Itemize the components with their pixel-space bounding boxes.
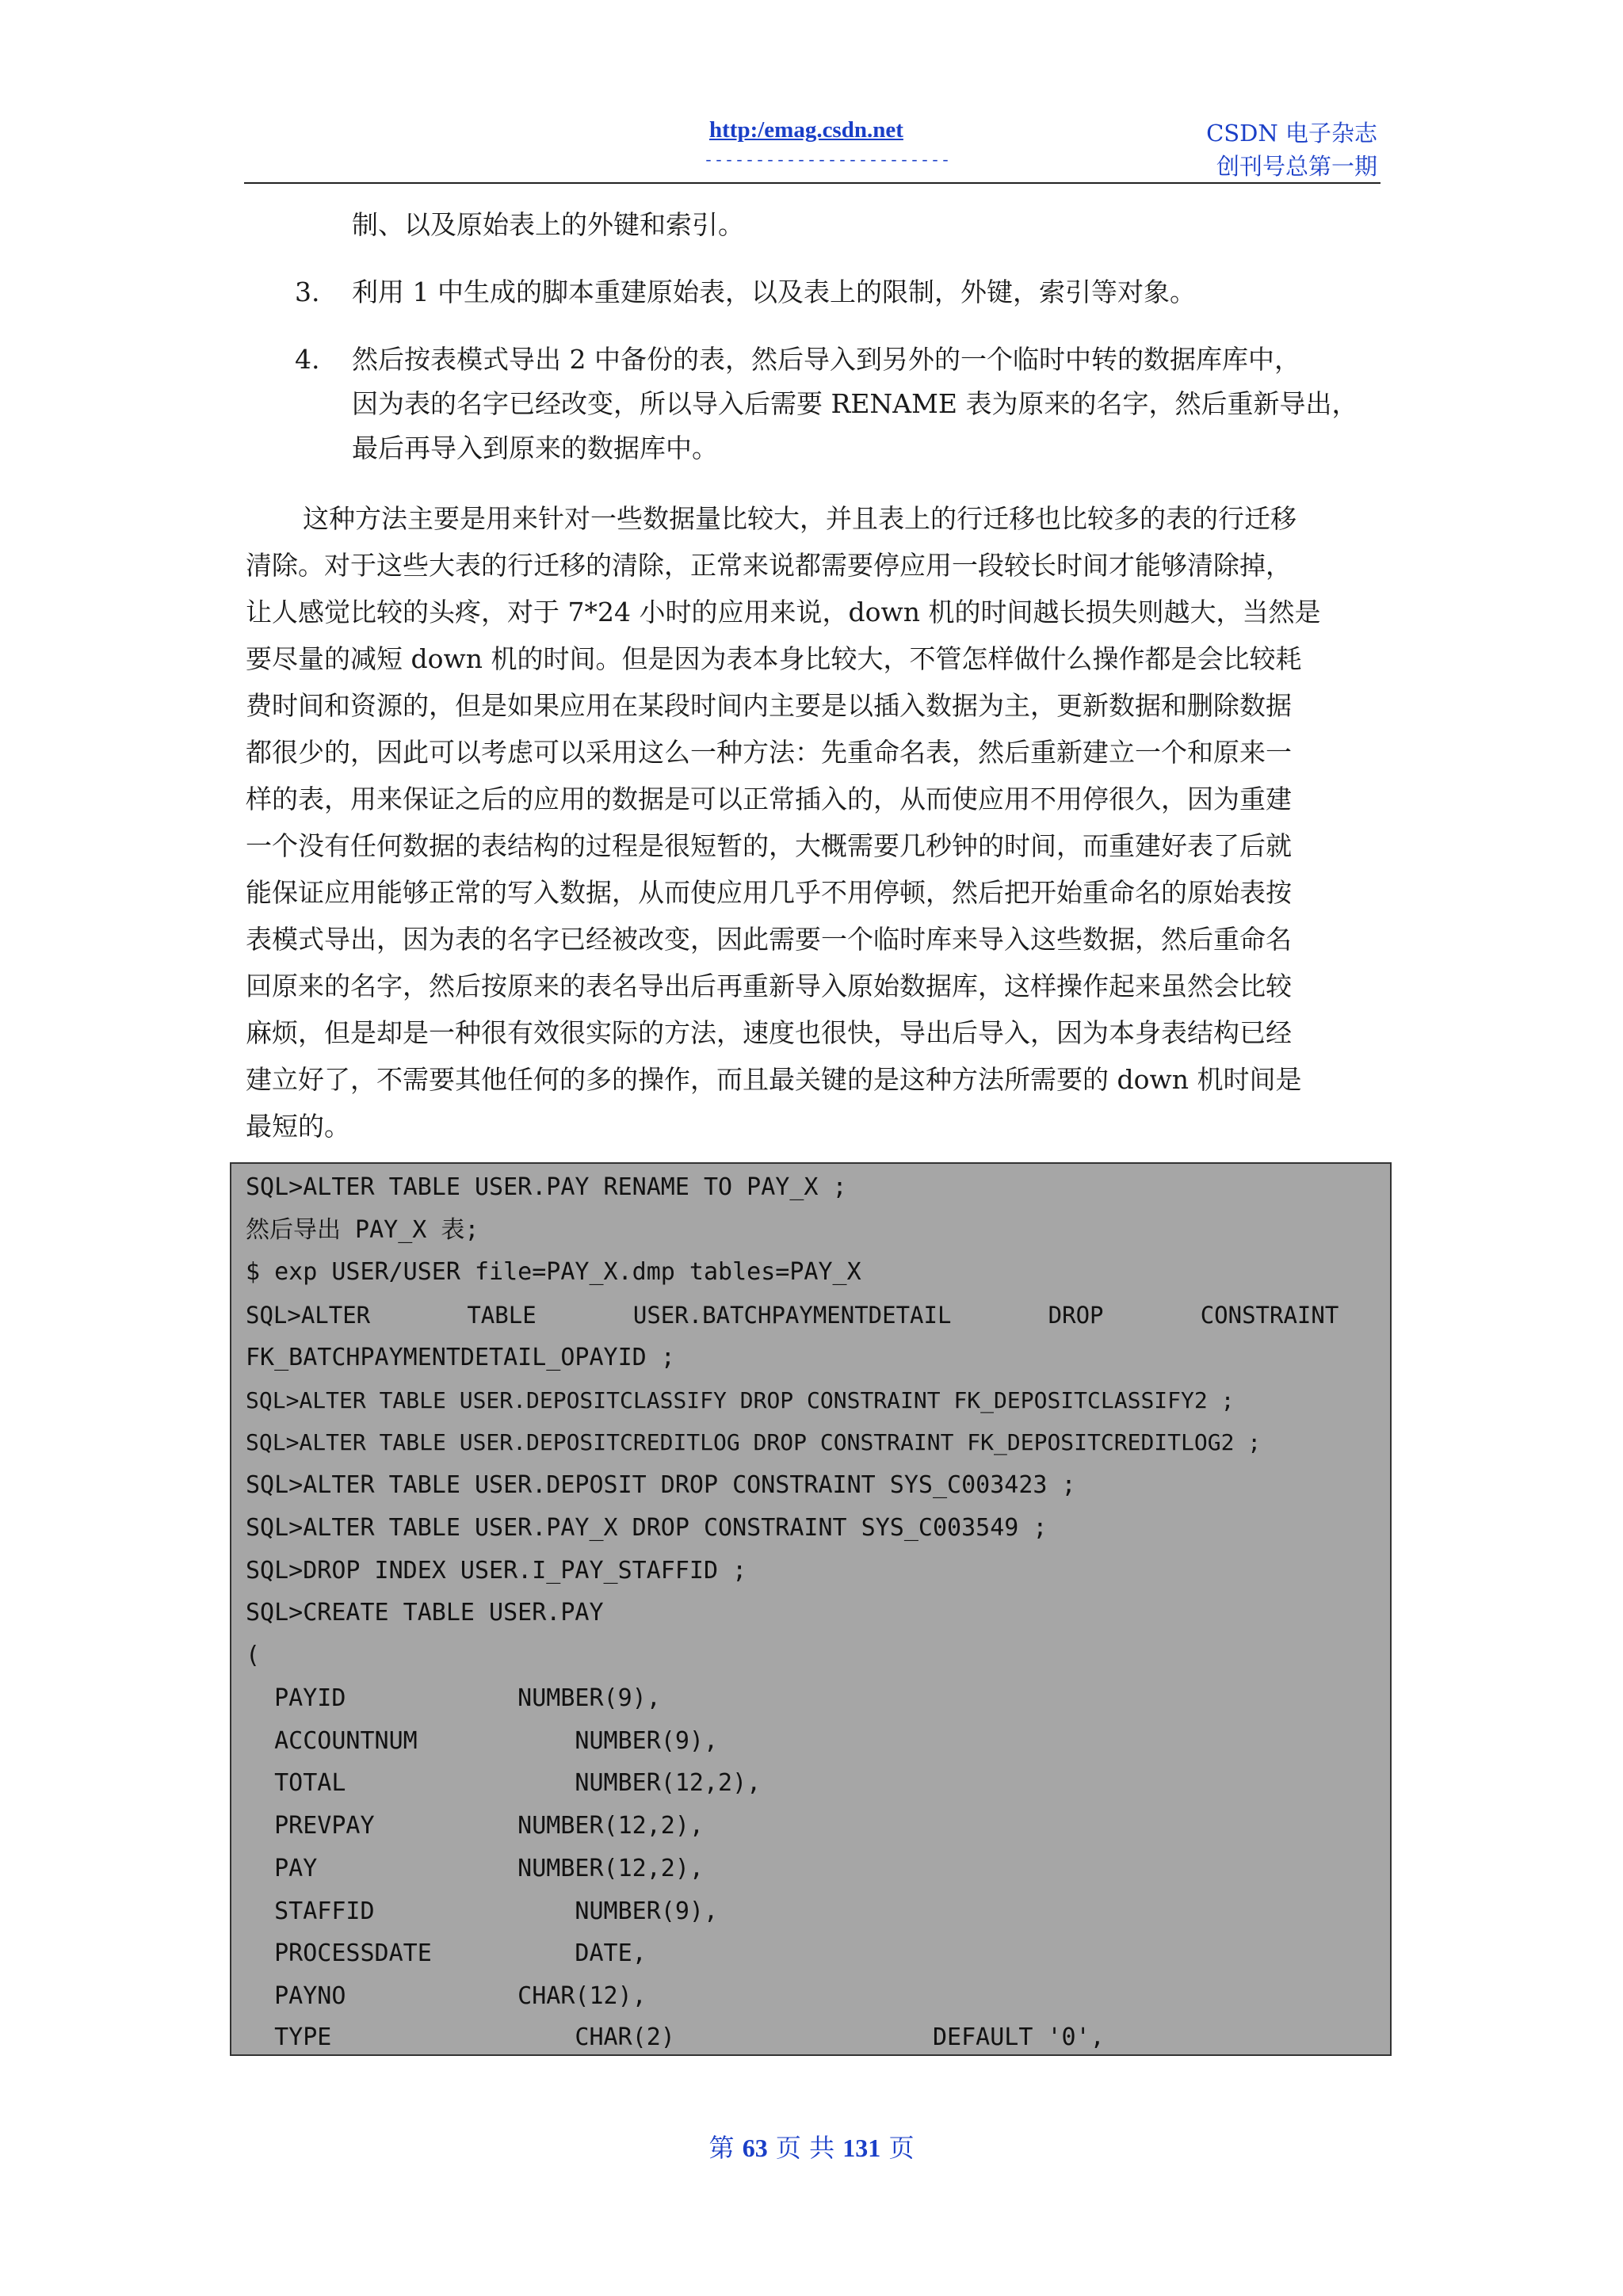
code-line: STAFFID NUMBER(9), — [246, 1897, 719, 1925]
code-line: PAYNO CHAR(12), — [246, 1982, 647, 2010]
list-item-text: 利用 1 中生成的脚本重建原始表，以及表上的限制，外键，索引等对象。 — [352, 277, 1196, 307]
list-item-text: 因为表的名字已经改变，所以导入后需要 RENAME 表为原来的名字，然后重新导出， — [352, 388, 1358, 419]
code-line: SQL>CREATE TABLE USER.PAY — [246, 1599, 604, 1627]
code-line: SQL>ALTER TABLE USER.DEPOSITCLASSIFY DROP CONSTRAINT FK_DEPOSITCLASSIFY2 ; — [246, 1387, 1235, 1413]
header-issue: 创刊号总第一期 — [1216, 153, 1377, 180]
paragraph-line: 要尽量的减短 down 机的时间。但是因为表本身比较大，不管怎样做什么操作都是会比较耗 — [246, 643, 1302, 674]
code-line: SQL>ALTER TABLE USER.BATCHPAYMENTDETAIL DROP CONSTRAINT — [246, 1302, 1339, 1329]
code-line: 然后导出 PAY_X 表; — [246, 1216, 479, 1244]
code-line: PREVPAY NUMBER(12,2), — [246, 1812, 704, 1840]
code-line: SQL>ALTER TABLE USER.PAY_X DROP CONSTRAINT SYS_C003549 ; — [246, 1514, 1048, 1542]
code-line: SQL>ALTER TABLE USER.DEPOSIT DROP CONSTRAINT SYS_C003423 ; — [246, 1471, 1076, 1499]
code-line: $ exp USER/USER file=PAY_X.dmp tables=PAY_X — [246, 1258, 861, 1286]
paragraph-line: 表模式导出，因为表的名字已经被改变，因此需要一个临时库来导入这些数据，然后重命名 — [246, 924, 1292, 955]
list-item-continuation: 制、以及原始表上的外键和索引。 — [352, 209, 744, 240]
header-rule — [244, 182, 1381, 184]
page-footer — [0, 2128, 1623, 2164]
list-item-number: 4. — [295, 344, 320, 375]
code-line: TOTAL NUMBER(12,2), — [246, 1769, 762, 1797]
paragraph-line: 回原来的名字，然后按原来的表名导出后再重新导入原始数据库，这样操作起来虽然会比较 — [246, 971, 1292, 1001]
paragraph-line: 建立好了，不需要其他任何的多的操作，而且最关键的是这种方法所需要的 down 机时间是 — [246, 1064, 1302, 1095]
paragraph-line: 这种方法主要是用来针对一些数据量比较大，并且表上的行迁移也比较多的表的行迁移 — [303, 503, 1296, 534]
paragraph-line: 最短的。 — [246, 1111, 350, 1142]
code-line: SQL>DROP INDEX USER.I_PAY_STAFFID ; — [246, 1557, 747, 1585]
footer-suffix: 页 — [888, 2133, 915, 2163]
list-item-number: 3. — [295, 277, 320, 307]
paragraph-line: 样的表，用来保证之后的应用的数据是可以正常插入的，从而使应用不用停很久，因为重建 — [246, 784, 1292, 814]
code-block — [230, 1162, 1392, 2056]
code-line: PAYID NUMBER(9), — [246, 1684, 661, 1712]
paragraph-line: 都很少的，因此可以考虑可以采用这么一种方法：先重命名表，然后重新建立一个和原来一 — [246, 737, 1292, 768]
code-line: FK_BATCHPAYMENTDETAIL_OPAYID ; — [246, 1344, 675, 1371]
code-line: TYPE CHAR(2) DEFAULT '0', — [246, 2023, 1105, 2051]
header-magazine-title: CSDN 电子杂志 — [1206, 120, 1377, 147]
paragraph-line: 麻烦，但是却是一种很有效很实际的方法，速度也很快，导出后导入，因为本身表结构已经 — [246, 1017, 1292, 1048]
paragraph-line: 能保证应用能够正常的写入数据，从而使应用几乎不用停顿，然后把开始重命名的原始表按 — [246, 877, 1292, 908]
code-line: ACCOUNTNUM NUMBER(9), — [246, 1727, 719, 1755]
footer-prefix: 第 — [708, 2133, 735, 2163]
list-item-text: 最后再导入到原来的数据库中。 — [352, 433, 718, 463]
code-line: SQL>ALTER TABLE USER.PAY RENAME TO PAY_X ; — [246, 1173, 847, 1201]
footer-middle: 页 共 — [775, 2133, 835, 2163]
paragraph-line: 费时间和资源的，但是如果应用在某段时间内主要是以插入数据为主，更新数据和删除数据 — [246, 690, 1292, 721]
footer-page-number: 63 — [742, 2134, 768, 2162]
header-link[interactable]: http:/emag.csdn.net — [709, 117, 903, 143]
paragraph-line: 清除。对于这些大表的行迁移的清除，正常来说都需要停应用一段较长时间才能够清除掉， — [246, 550, 1292, 581]
list-item-text: 然后按表模式导出 2 中备份的表，然后导入到另外的一个临时中转的数据库库中， — [352, 344, 1300, 375]
code-line: PAY NUMBER(12,2), — [246, 1855, 704, 1882]
code-line: ( — [246, 1642, 261, 1669]
code-line: PROCESSDATE DATE, — [246, 1939, 647, 1967]
code-line: SQL>ALTER TABLE USER.DEPOSITCREDITLOG DROP CONSTRAINT FK_DEPOSITCREDITLOG2 ; — [246, 1429, 1262, 1455]
paragraph-line: 一个没有任何数据的表结构的过程是很短暂的，大概需要几秒钟的时间，而重建好表了后就 — [246, 830, 1292, 861]
paragraph-line: 让人感觉比较的头疼，对于 7*24 小时的应用来说，down 机的时间越长损失则越大，当然是 — [246, 597, 1321, 627]
footer-total-pages: 131 — [842, 2134, 881, 2162]
header-link-underline: ------------------------ — [704, 152, 952, 170]
